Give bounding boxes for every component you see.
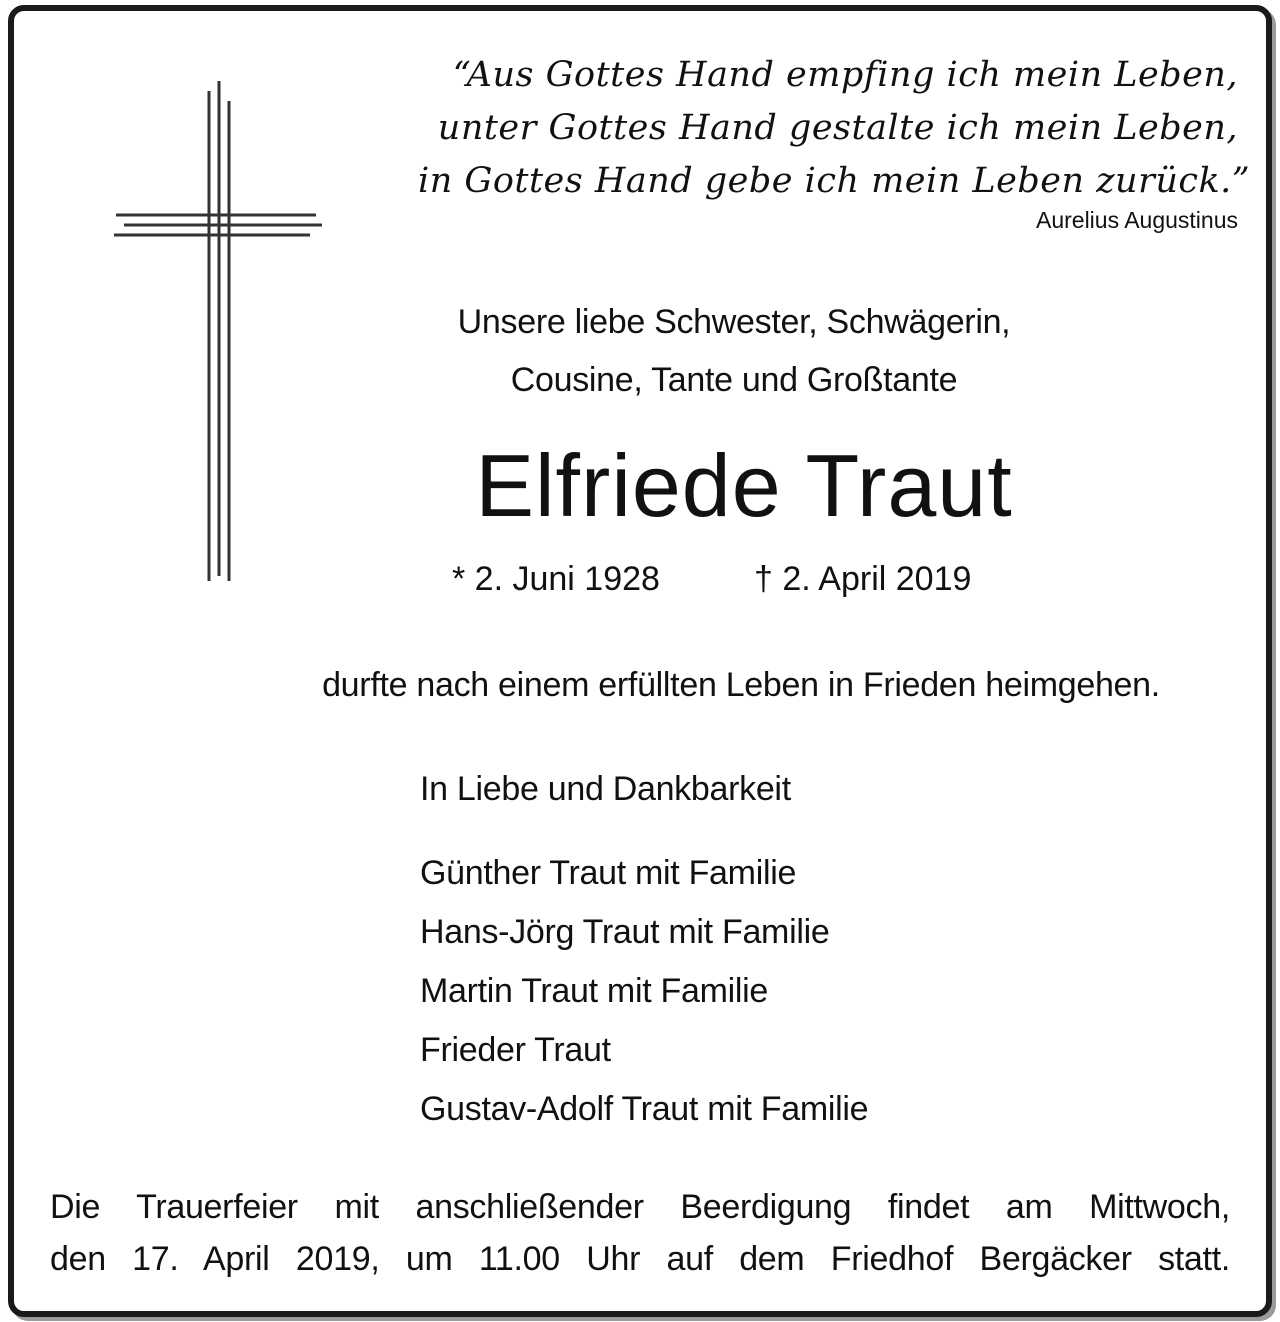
funeral-service-info xyxy=(50,1181,1230,1285)
family-member: Frieder Traut xyxy=(420,1031,611,1069)
intro-line: Cousine, Tante und Großtante xyxy=(510,361,958,399)
death-date: † 2. April 2019 xyxy=(754,560,972,598)
family-member: Hans-Jörg Traut mit Familie xyxy=(420,913,830,951)
obituary-frame xyxy=(8,5,1272,1317)
birth-date: * 2. Juni 1928 xyxy=(452,560,660,598)
family-member: Gustav-Adolf Traut mit Familie xyxy=(420,1090,869,1128)
service-line: Die Trauerfeier mit anschließender Beerdigung findet am Mittwoch, xyxy=(50,1188,1230,1226)
cross-icon xyxy=(96,81,336,591)
family-member: Günther Traut mit Familie xyxy=(420,854,797,892)
passed-away-text: durfte nach einem erfüllten Leben in Frieden heimgehen. xyxy=(322,666,1160,704)
intro-text xyxy=(384,293,1084,409)
family-member: Martin Traut mit Familie xyxy=(420,972,768,1010)
service-line: den 17. April 2019, um 11.00 Uhr auf dem Friedhof Bergäcker statt. xyxy=(50,1240,1230,1278)
quote-block xyxy=(418,49,1251,208)
family-list xyxy=(420,844,868,1139)
obituary-content xyxy=(14,11,1266,1311)
quote-line: in Gottes Hand gebe ich mein Leben zurück.” xyxy=(418,161,1251,201)
thanks-text: In Liebe und Dankbarkeit xyxy=(420,770,791,808)
quote-line: “Aus Gottes Hand empfing ich mein Leben, xyxy=(452,55,1238,95)
quote-line: unter Gottes Hand gestalte ich mein Leben, xyxy=(437,108,1238,148)
deceased-name: Elfriede Traut xyxy=(475,436,1013,535)
intro-line: Unsere liebe Schwester, Schwägerin, xyxy=(457,303,1011,341)
quote-author: Aurelius Augustinus xyxy=(1035,207,1238,233)
